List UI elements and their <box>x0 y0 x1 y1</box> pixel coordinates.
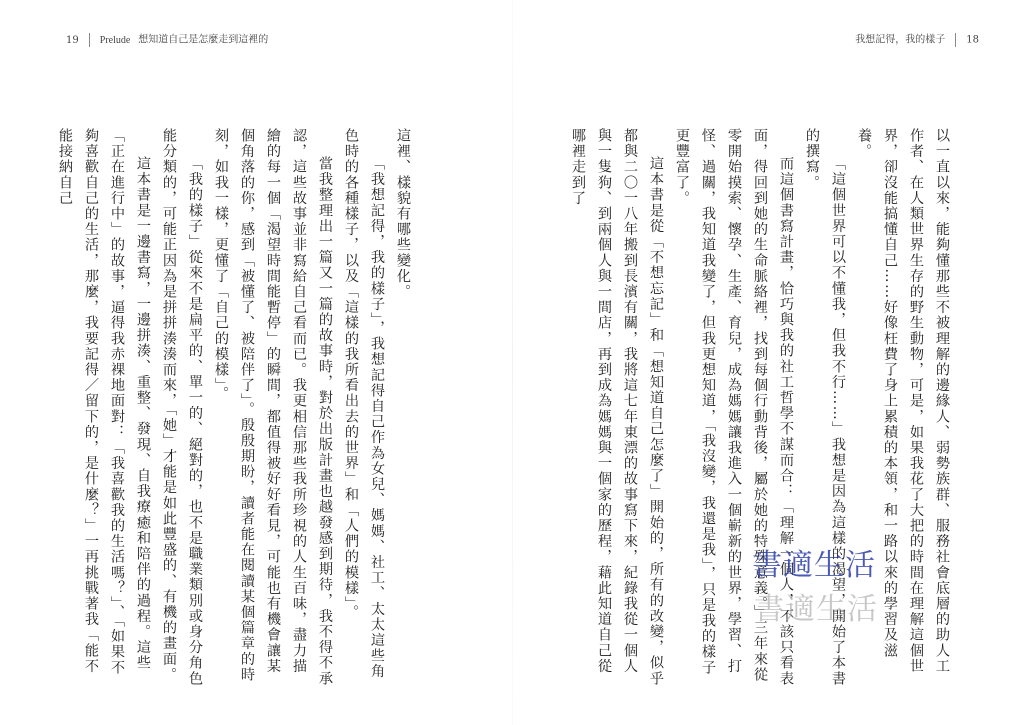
watermark-secondary: 書適生活 <box>754 592 878 627</box>
paragraph: 這本書是一邊書寫，一邊拼湊、重整、發現、自我療癒和陪伴的過程。這些「正在進行中」的故事，逼得我赤裸地面對：「我喜歡我的生活嗎？」、「如果不夠喜歡自己的生活，那麼，我要記得／留下的，是什麼？」一再挑戰著我「能不能接納自己 <box>57 128 151 676</box>
series-label: Prelude <box>99 34 131 46</box>
left-chapter-title: 想知道自己是怎麼走到這裡的 <box>138 34 269 46</box>
paragraph: 「我想記得，我的樣子」，我想記得自己作為女兒、媽媽、社工、太太這些角色時的各種樣子，以及「這樣的我所看出去的世界」和「人們的模樣」。 <box>343 128 385 680</box>
left-page <box>0 0 512 725</box>
paragraph: 「這個世界可以不懂我，但我不行……」我想是因為這樣的渴望，開始了本書的撰寫。 <box>804 128 846 687</box>
watermark <box>752 540 932 630</box>
right-running-header <box>855 33 979 48</box>
left-body-text <box>57 128 416 688</box>
paragraph: 這本書是從「不想忘記」和「想知道自己怎麼了」開始的，所有的改變，似乎都與二〇一八年搬到長濱有關，我將這七年東漂的故事寫下來，紀錄我從一個人與一隻狗、到兩個人與一間店，再到成為媽媽與一個家的歷程，藉此知道自己從哪裡走到了 <box>570 128 664 687</box>
right-chapter-title: 我想記得，我的樣子 <box>855 34 946 46</box>
left-page-number: 19 <box>66 34 79 46</box>
right-page-number: 18 <box>966 34 979 46</box>
paragraph: 「我的樣子」從來不是扁平的、單一的、絕對的，也不是職業類別或身分角色能分類的，可能正因為是拼拼湊湊而來，「她」才能是如此豐盛的、有機的畫面。 <box>161 128 203 687</box>
header-divider <box>955 33 956 47</box>
paragraph: 而這個書寫計畫，恰巧與我的社工哲學不謀而合：「理解一個人，不該只看表面，得回到她的生命脈絡裡，找到每個行動背後，屬於她的特殊意義。」三年來從零開始摸索、懷孕、生產、育兒，成為媽媽讓我進入一個嶄新的世界，學習、打怪、過關，我知道我變了，但我更想知道，「我沒變，我還是我」，只是我的樣子更豐富了。 <box>674 128 794 687</box>
paragraph: 以一直以來，能夠懂那些不被理解的邊緣人、弱勢族群、服務社會底層的助人工作者、在人類世界生存的野生動物，可是，如果我花了大把的時間在理解這個世界，卻沒能搞懂自己……好像枉費了身上累積的本領，和一路以來的學習及滋養。 <box>856 128 950 674</box>
header-divider <box>89 33 90 47</box>
left-running-header <box>66 33 268 48</box>
paragraph: 當我整理出一篇又一篇的故事時，對於出版計畫也越發感到期待，我不得不承認，這些故事並非寫給自己看而已。我更相信那些我所珍視的人生百味，盡力描繪的每一個「渴望時間能暫停」的瞬間，都值得被好好看見，可能也有機會讓某個角落的你，感到「被懂了、被陪伴了」。殷殷期盼，讀者能在閱讀某個篇章的時刻，如我一樣，更懂了「自己的模樣」。 <box>213 128 333 687</box>
watermark-primary: 書適生活 <box>752 548 876 583</box>
paragraph: 這裡、樣貌有哪些變化。 <box>395 128 411 300</box>
